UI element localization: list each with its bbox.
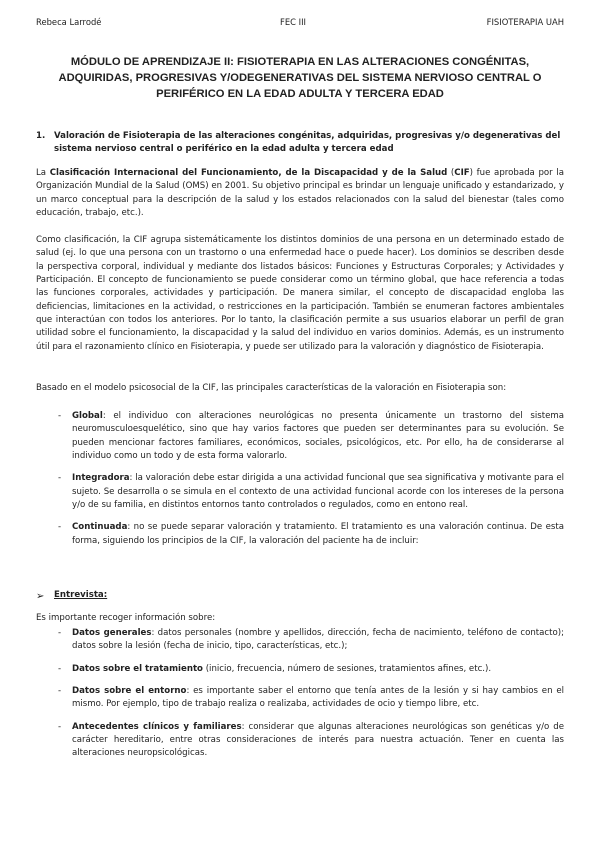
list-item-term: Datos sobre el tratamiento [72, 663, 203, 674]
dash-bullet: - [58, 628, 62, 638]
arrow-bullet-icon: ➢ [36, 591, 45, 602]
list-item-term: Global [72, 411, 103, 421]
dash-bullet: - [58, 522, 62, 533]
list-item [36, 627, 564, 654]
list-item-term: Antecedentes clínicos y familiares [72, 721, 242, 732]
header-degree: FISIOTERAPIA UAH [486, 17, 564, 27]
p1-post: ) fue aprobada por la Organización Mundial de la Salud (OMS) en 2001. Su objetivo principal es brindar un lenguaje unificado y estandarizado, y un marco conceptual para la descripción de la salud y los estados relacionados con la salud del bienestar (tales como educación, trabajo, etc.). [36, 168, 564, 218]
list-item [36, 472, 564, 512]
list-item-term: Integradora [72, 473, 130, 484]
list-item [36, 521, 564, 548]
page-header [36, 16, 564, 28]
paragraph-cif-intro [36, 167, 564, 220]
p1-pre: La [36, 168, 50, 178]
list-item [36, 685, 564, 712]
header-author: Rebeca Larrodé [36, 17, 102, 27]
p2-text: Como clasificación, la CIF agrupa sistemáticamente los distintos dominios de una persona en un determinado estado de salud (ej. lo que una persona con un trastorno o una enfermedad hace o puede hacer). Los dominios se describen desde la perspectiva corporal, individual y mediante dos listados básicos: Funciones y Estructuras Corporales; y Actividades y Participación. El concepto de funcionamiento se puede considerar como un término global, que hace referencia a todas las funciones corporales, actividades y participación. De manera similar, el concepto de discapacidad engloba las deficiencias, limitaciones en la actividad, o restricciones en la participación. También se enumeran factores ambientales que interactúan con todos los anteriores. Por lo tanto, la clasificación permite a sus usuarios elaborar un perfil de gran utilidad sobre el funcionamiento, la discapacidad y la salud del individuo en varios dominios. Además, es un instrumento útil para el razonamiento clínico en Fisioterapia, y puede ser utilizado para la valoración y diagnóstico de Fisioterapia. [36, 235, 564, 352]
p3-text: Basado en el modelo psicosocial de la CIF, las principales características de la valoración en Fisioterapia son: [36, 383, 507, 393]
paragraph-cif-classification [36, 234, 564, 354]
list-item-term: Continuada [72, 522, 128, 533]
dash-bullet: - [58, 663, 62, 674]
list-item-text: : considerar que algunas alteraciones neurológicas son genéticas y/o de carácter hereditario, entre otras consideraciones de interés para nuestra actuación. Tener en cuenta las alteraciones neuropsicológicas. [72, 721, 564, 759]
list-item-text: : es importante saber el entorno que tenía antes de la lesión y si hay cambios en el mismo. Por ejemplo, tipo de trabajo realiza o realizaba, actividades de ocio y tiempo libre, etc. [72, 685, 565, 710]
list-item-text: : no se puede separar valoración y tratamiento. El tratamiento es una valoración continua. De esta forma, siguiendo los principios de la CIF, la valoración del paciente ha de incluir: [72, 522, 564, 546]
p1-mid: ( [447, 168, 455, 178]
section-title: Valoración de Fisioterapia de las alteraciones congénitas, adquiridas, progresivas y/o degenerativas del sistema nervioso central o periférico en la edad adulta y tercera edad [54, 131, 561, 155]
list-item [36, 663, 564, 676]
paragraph-characteristics-intro [36, 382, 564, 395]
p4-text: Es importante recoger información sobre: [36, 613, 216, 623]
list-item-text: (inicio, frecuencia, número de sesiones, tratamientos afines, etc.). [202, 663, 492, 674]
cif-term: Clasificación Internacional del Funcionamiento, de la Discapacidad y de la Salud [49, 168, 448, 178]
list-item-term: Datos sobre el entorno [72, 685, 187, 696]
section-1-heading [36, 130, 564, 157]
characteristics-list [36, 410, 564, 548]
section-number: 1. [36, 131, 46, 141]
list-item [36, 410, 564, 463]
list-item [36, 721, 564, 761]
dash-bullet: - [58, 411, 62, 421]
interview-list [36, 627, 564, 761]
header-course: FEC III [280, 17, 307, 27]
dash-bullet: - [58, 473, 62, 484]
dash-bullet: - [58, 721, 62, 732]
interview-title: Entrevista: [54, 590, 108, 600]
cif-acronym: CIF [454, 168, 470, 178]
module-title: MÓDULO DE APRENDIZAJE II: FISIOTERAPIA EN LAS ALTERACIONES CONGÉNITAS, ADQUIRIDAS, PROGRESIVAS Y/ODEGENERATIVAS DEL SISTEMA NERVIOSO CENTRAL O PERIFÉRICO EN LA EDAD ADULTA Y TERCERA EDAD [58, 56, 542, 100]
list-item-term: Datos generales [72, 628, 152, 638]
list-item-text: : el individuo con alteraciones neurológicas no presenta únicamente un trastorno del sistema neuromusculoesquelético, sino que hay varios factores que pueden ser determinantes para su evolución. Se pueden mencionar factores familiares, económicos, sociales, psicológicos, etc. Por ello, ha de considerarse al individuo como un todo y de esta forma valorarlo. [72, 411, 564, 461]
list-item-text: : la valoración debe estar dirigida a una actividad funcional que sea significativa y motivante para el sujeto. Se desarrolla o se simula en el contexto de una actividad funcional acorde con los intereses de la persona y/o de su familia, en distintos entornos tanto controlados o regulados, como en entono real. [72, 473, 564, 510]
paragraph-collect-info [36, 612, 564, 625]
dash-bullet: - [58, 685, 62, 696]
list-item-text: : datos personales (nombre y apellidos, dirección, fecha de nacimiento, teléfono de contacto); datos sobre la lesión (fecha de inicio, tipo, características, etc.); [72, 628, 565, 652]
